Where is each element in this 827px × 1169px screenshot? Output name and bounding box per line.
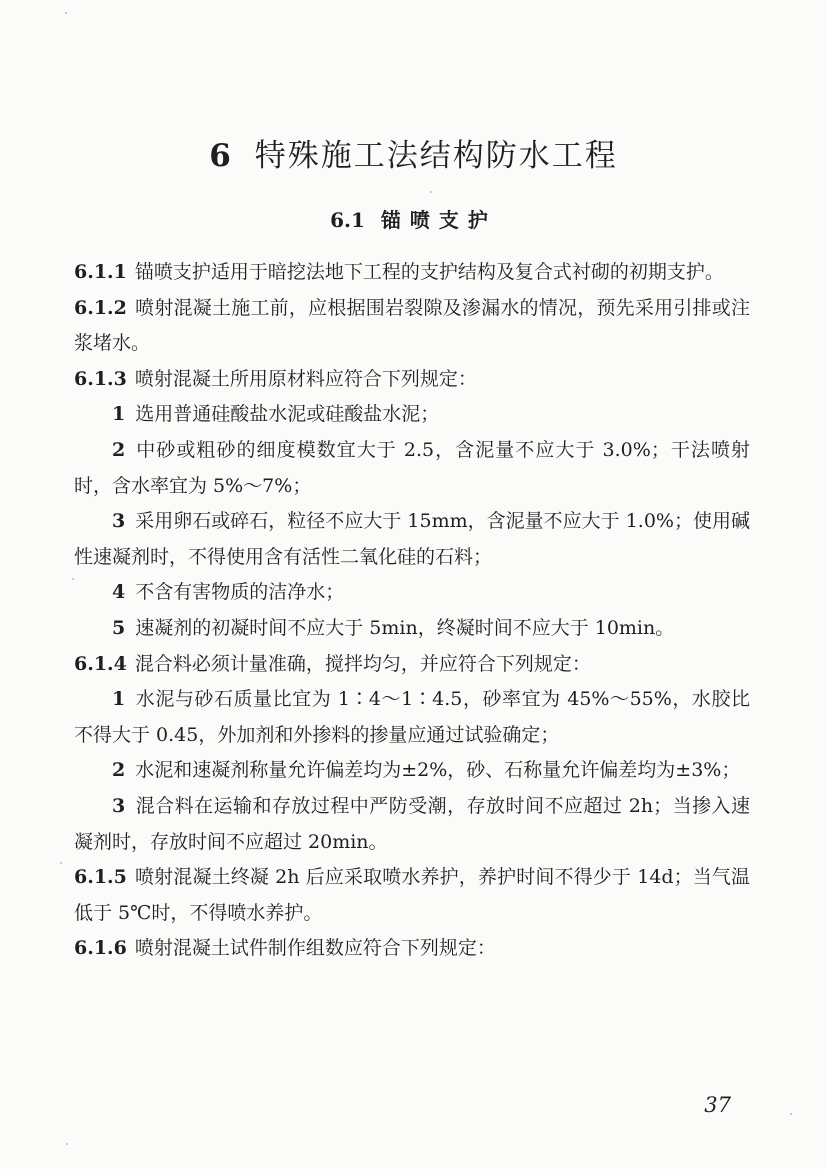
list-item	[74, 397, 750, 433]
clause-text: 喷射混凝土试件制作组数应符合下列规定：	[134, 937, 496, 960]
clause-6-1-5	[74, 860, 750, 931]
clause-text: 喷射混凝土所用原材料应符合下列规定：	[134, 367, 477, 390]
clause-6-1-4	[74, 647, 750, 683]
item-text: 采用卵石或碎石，粒径不应大于 15mm，含泥量不应大于 1.0%；使用碱性速凝剂时，不得使用含有活性二氧化硅的石料；	[74, 510, 750, 568]
item-number: 3	[112, 510, 126, 533]
item-number: 1	[112, 403, 126, 426]
item-number: 2	[112, 759, 126, 782]
chapter-title-text: 特殊施工法结构防水工程	[254, 138, 618, 174]
item-text: 选用普通硅酸盐水泥或硅酸盐水泥；	[135, 403, 440, 426]
scan-speck	[72, 578, 74, 580]
clause-text: 喷射混凝土终凝 2h 后应采取喷水养护，养护时间不得少于 14d；当气温低于 5℃时，不得喷水养护。	[74, 866, 750, 924]
list-item	[74, 575, 750, 611]
clause-6-1-6	[74, 931, 750, 967]
list-item	[74, 789, 750, 860]
item-text: 不含有害物质的洁净水；	[135, 581, 345, 604]
chapter-title	[0, 130, 827, 175]
scan-speck	[66, 1143, 68, 1145]
item-number: 1	[112, 688, 126, 711]
list-item	[74, 611, 750, 647]
clause-6-1-1	[74, 255, 750, 291]
list-item	[74, 682, 750, 753]
clause-text: 锚喷支护适用于暗挖法地下工程的支护结构及复合式衬砌的初期支护。	[134, 261, 724, 283]
chapter-number: 6	[209, 138, 233, 174]
list-item	[74, 504, 750, 575]
clause-number: 6.1.2	[74, 296, 127, 319]
list-item	[74, 433, 750, 504]
clause-text: 喷射混凝土施工前，应根据围岩裂隙及渗漏水的情况，预先采用引排或注浆堵水。	[74, 296, 750, 355]
scan-speck	[65, 12, 67, 14]
clause-number: 6.1.5	[74, 866, 127, 889]
scan-speck	[790, 1113, 792, 1115]
item-number: 2	[112, 438, 126, 461]
clause-number: 6.1.6	[74, 937, 127, 960]
document-body	[74, 255, 750, 967]
clause-6-1-3	[74, 362, 750, 398]
item-number: 3	[112, 794, 126, 817]
item-text: 混合料在运输和存放过程中严防受潮，存放时间不应超过 2h；当掺入速凝剂时，存放时间不应超过 20min。	[74, 794, 750, 853]
clause-number: 6.1.1	[74, 261, 127, 283]
clause-6-1-2	[74, 291, 750, 362]
item-number: 4	[112, 581, 126, 604]
section-title-text: 锚喷支护	[380, 208, 497, 232]
section-number: 6.1	[330, 208, 365, 232]
page-number: 37	[704, 1093, 731, 1117]
scan-speck	[430, 191, 432, 193]
list-item	[74, 753, 750, 789]
item-text: 水泥与砂石质量比宜为 1∶4～1∶4.5，砂率宜为 45%～55%，水胶比不得大于 0.45，外加剂和外掺料的掺量应通过试验确定；	[74, 688, 750, 746]
clause-text: 混合料必须计量准确，搅拌均匀，并应符合下列规定：	[134, 652, 591, 675]
section-title	[0, 204, 827, 233]
clause-number: 6.1.3	[74, 367, 127, 390]
item-text: 中砂或粗砂的细度模数宜大于 2.5，含泥量不应大于 3.0%；干法喷射时，含水率宜为 5%～7%；	[74, 438, 750, 497]
scan-speck	[60, 862, 62, 864]
item-number: 5	[112, 616, 126, 639]
clause-number: 6.1.4	[74, 652, 127, 675]
item-text: 水泥和速凝剂称量允许偏差均为±2%，砂、石称量允许偏差均为±3%；	[135, 759, 741, 782]
item-text: 速凝剂的初凝时间不应大于 5min，终凝时间不应大于 10min。	[135, 616, 675, 639]
